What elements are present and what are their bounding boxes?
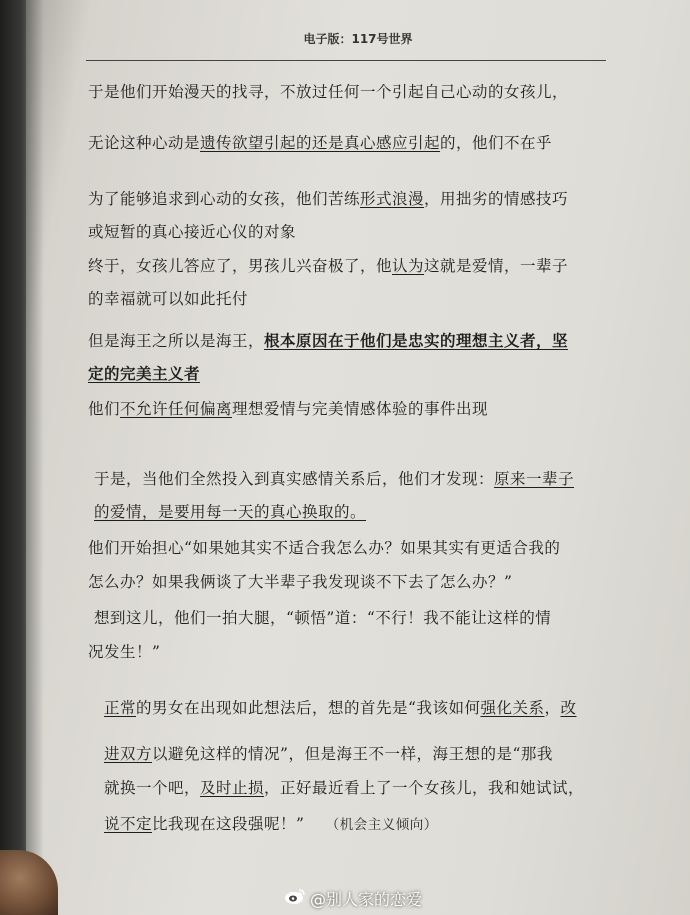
text-line [104,776,584,798]
underlined-text: 定的完美主义者 [88,364,201,383]
text-segment: 这就是爱情，一辈子 [424,257,569,275]
text-line [88,254,568,276]
text-segment: 的男女在出现如此想法后，想的首先是“我该如何 [136,699,481,717]
text-segment: ， [544,699,561,717]
text-line [88,570,512,592]
text-line [88,220,296,242]
text-segment: ，正好最近看上了一个女孩儿，我和她试试， [264,779,585,797]
text-line [94,500,366,522]
text-segment: 于是，当他们全然投入到真实感情关系后，他们才发现： [94,470,495,488]
text-line [88,287,248,309]
text-segment: 的幸福就可以如此托付 [88,290,249,308]
text-segment: （机会主义倾向） [332,817,438,833]
text-segment: 况发生！” [88,643,161,661]
underlined-text: 遗传欲望引起的还是真心感应引起 [200,134,441,152]
underlined-text: 形式浪漫 [360,190,425,208]
text-line [104,696,577,718]
underlined-text: 进双方 [104,745,153,763]
text-line [104,742,553,764]
text-line [88,397,488,419]
underlined-text: 原来一辈子 [494,470,575,488]
text-line [94,467,574,489]
header-rule [86,60,606,61]
text-segment: 以避免这样的情况”，但是海王不一样，海王想的是“那我 [152,745,553,763]
text-segment: 的，他们不在乎 [440,134,553,152]
text-segment: 比我现在这段强呢！” [152,815,305,833]
text-line [88,362,200,384]
underlined-text: 不允许任何偏离 [120,400,233,418]
text-line [88,536,560,558]
underlined-text: 正常 [104,699,137,717]
text-line [88,131,552,153]
text-segment: 或短暂的真心接近心仪的对象 [88,223,297,241]
weibo-icon [284,887,306,905]
underlined-text: 认为 [392,257,425,275]
text-line [104,812,438,834]
underlined-text: 说不定 [104,815,153,833]
text-segment: 他们 [88,400,121,418]
text-segment: 为了能够追求到心动的女孩，他们苦练 [88,190,361,208]
text-segment: 于是他们开始漫天的找寻，不放过任何一个引起自己心动的女孩儿， [88,83,569,101]
text-segment: 理想爱情与完美情感体验的事件出现 [232,400,489,418]
underlined-text: 改 [560,699,577,717]
underlined-text: 强化关系 [480,699,545,717]
text-line [94,606,551,628]
watermark-text: @别人家的恋爱 [309,890,422,909]
underlined-text: 根本原因在于他们是忠实的理想主义者，坚 [264,331,569,350]
book-page [26,0,690,915]
text-segment: 怎么办？如果我俩谈了大半辈子我发现谈不下去了怎么办？” [88,573,513,591]
text-segment: 他们开始担心“如果她其实不适合我怎么办？如果其实有更适合我的 [88,539,561,557]
text-segment: ，用拙劣的情感技巧 [424,190,569,208]
watermark [310,887,422,910]
text-line [88,80,568,102]
text-segment: 但是海王之所以是海王， [88,332,265,350]
underlined-text: 的爱情，是要用每一天的真心换取的。 [94,503,367,521]
text-line [88,187,568,209]
text-segment: 终于，女孩儿答应了，男孩儿兴奋极了，他 [88,257,393,275]
text-segment: 就换一个吧， [104,779,201,797]
underlined-text: 及时止损 [200,779,265,797]
text-line [88,329,568,351]
text-line [88,640,160,662]
page-header: 电子版：117号世界 [303,32,413,46]
text-segment: 想到这儿，他们一拍大腿，“顿悟”道：“不行！我不能让这样的情 [94,609,552,627]
text-segment: 无论这种心动是 [88,134,201,152]
